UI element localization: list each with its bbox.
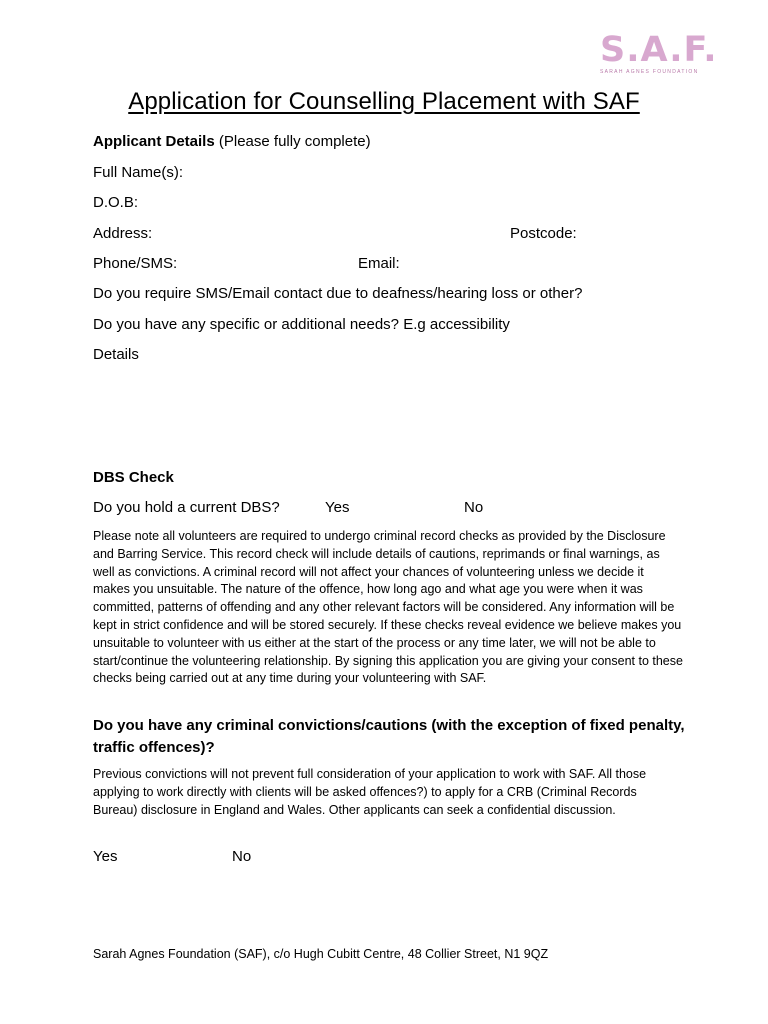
convictions-yes-option[interactable]: Yes	[93, 848, 118, 865]
applicant-heading-note: (Please fully complete)	[218, 133, 371, 150]
dbs-yes-option[interactable]: Yes	[325, 499, 350, 516]
email-field[interactable]: Email:	[358, 255, 400, 272]
convictions-paragraph: Previous convictions will not prevent full consideration of your application to work with SAF. All those applying to work directly with clients will be asked offences?) to apply for a CRB (Criminal Records Bureau) disclosure in England and Wales. Other applicants can seek a confidential discussion.	[93, 767, 647, 817]
postcode-field[interactable]: Postcode:	[510, 225, 577, 242]
page-title: Application for Counselling Placement with SAF	[128, 88, 640, 115]
needs-question: Do you have any specific or additional needs? E.g accessibility	[93, 316, 510, 333]
phone-field[interactable]: Phone/SMS:	[93, 255, 178, 272]
address-field[interactable]: Address:	[93, 225, 153, 242]
dbs-question: Do you hold a current DBS?	[93, 499, 280, 516]
logo-subtitle: SARAH AGNES FOUNDATION	[600, 69, 699, 75]
convictions-question: Do you have any criminal convictions/cautions (with the exception of fixed penalty, traffic offences)?	[93, 717, 685, 756]
dbs-no-option[interactable]: No	[464, 499, 484, 516]
applicant-heading-text: Applicant Details	[93, 133, 215, 150]
saf-logo	[600, 30, 718, 75]
logo-letters: S.A.F.	[600, 30, 718, 70]
sms-question: Do you require SMS/Email contact due to deafness/hearing loss or other?	[93, 285, 583, 302]
applicant-details-heading	[93, 133, 371, 151]
convictions-no-option[interactable]: No	[232, 848, 252, 865]
details-field[interactable]: Details	[93, 346, 139, 363]
footer-address: Sarah Agnes Foundation (SAF), c/o Hugh Cubitt Centre, 48 Collier Street, N1 9QZ	[93, 947, 549, 961]
dob-field[interactable]: D.O.B:	[93, 194, 139, 211]
dbs-heading: DBS Check	[93, 469, 174, 486]
dbs-paragraph: Please note all volunteers are required to undergo criminal record checks as provided by the Disclosure and Barring Service. This record check will include details of cautions, reprimands or final warnings, as well as convictions. A criminal record will not affect your chances of volunteering unless we decide it makes you unsuitable. The nature of the offence, how long ago and what age you were when it was committed, patterns of offending and any other relevant factors will be considered. Any information will be kept in strict confidence and will be stored securely. If these checks reveal evidence we believe makes you unsuitable to volunteer with us either at the start of the process or any time later, we will not be able to start/continue the volunteering relationship. By signing this application you are giving your consent to these checks being carried out at any time during your volunteering with SAF.	[93, 529, 683, 686]
full-name-field[interactable]: Full Name(s):	[93, 164, 184, 181]
